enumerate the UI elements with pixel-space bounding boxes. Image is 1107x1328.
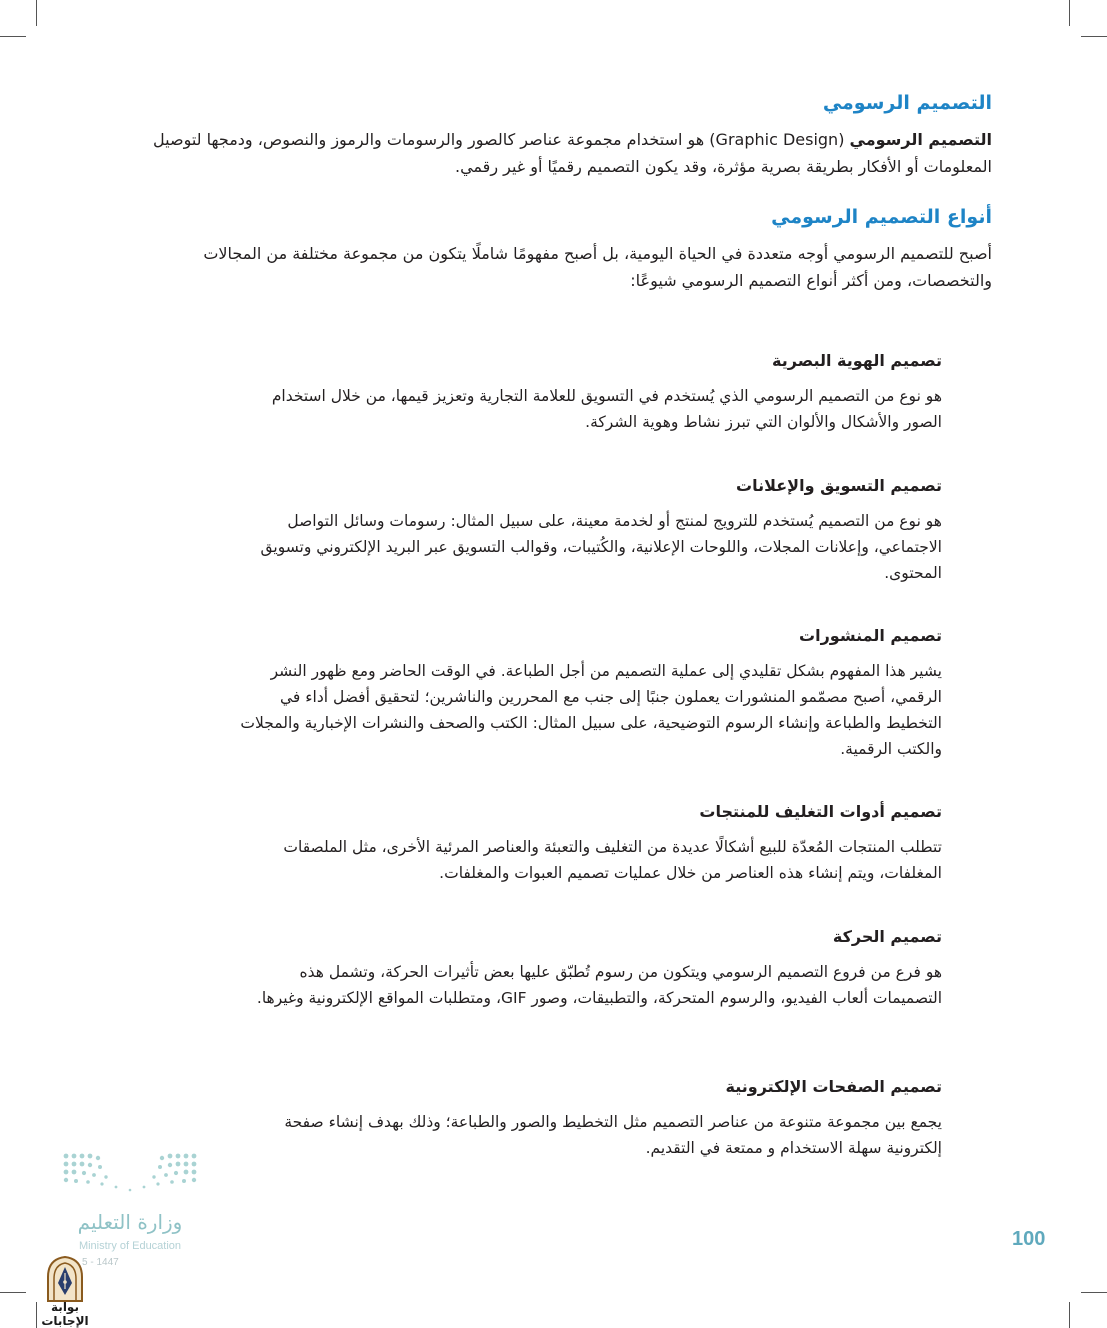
crop-mark — [1081, 36, 1107, 37]
section-title-motion: تصميم الحركة — [832, 927, 942, 946]
section-title-visual-identity: تصميم الهوية البصرية — [772, 351, 942, 370]
definition-text: (Graphic Design) هو استخدام مجموعة عناصر كالصور والرسومات والرموز والنصوص، ودمجها لتوصيل المعلومات أو الأفكار بطريقة بصرية مؤثرة، وقد يكون التصميم رقميًا أو غير رقمي. — [153, 130, 992, 176]
crop-mark — [1069, 0, 1070, 26]
ministry-logo-icon — [60, 1150, 200, 1196]
crop-mark — [0, 1292, 26, 1293]
watermark-text: بوابة الإجابات — [41, 1300, 89, 1328]
section-title-publications: تصميم المنشورات — [799, 626, 942, 645]
page-number: 100 — [1012, 1228, 1046, 1250]
crop-mark — [1081, 1292, 1107, 1293]
page-title: التصميم الرسومي — [822, 92, 992, 114]
section-body-packaging: تتطلب المنتجات المُعدّة للبيع أشكالًا عديدة من التغليف والتعبئة والعناصر المرئية الأخرى، مثل الملصقات المغلفات، ويتم إنشاء هذه العناصر من خلال عمليات تصميم العبوات والمغلفات. — [283, 838, 942, 882]
section-title-marketing: تصميم التسويق والإعلانات — [736, 476, 942, 495]
section-title-web: تصميم الصفحات الإلكترونية — [725, 1077, 942, 1096]
section-body-visual-identity: هو نوع من التصميم الرسومي الذي يُستخدم في التسويق للعلامة التجارية وتعزيز قيمها، من خلال استخدام الصور والأشكال والألوان التي تبرز نشاط وهوية الشركة. — [271, 387, 942, 431]
pen-nib-logo-icon — [42, 1255, 88, 1303]
section-body-publications: يشير هذا المفهوم بشكل تقليدي إلى عملية التصميم من أجل الطباعة. في الوقت الحاضر ومع ظهور النشر الرقمي، أصبح مصمّمو المنشورات يعملون جنبًا إلى جنب مع المحررين والناشرين؛ لتحقيق أفضل أداء في التخطيط والطباعة وإنشاء الرسوم التوضيحية، على سبيل المثال: الكتب والصحف والنشرات الإخبارية والمجلات والكتب الرقمية. — [240, 662, 942, 758]
definition-paragraph — [120, 126, 992, 180]
edition-year: 5 - 1447 — [82, 1257, 119, 1268]
definition-term: التصميم الرسومي — [849, 130, 992, 149]
crop-mark — [36, 0, 37, 26]
section-title-packaging: تصميم أدوات التغليف للمنتجات — [699, 802, 942, 821]
types-intro: أصبح للتصميم الرسومي أوجه متعددة في الحياة اليومية، بل أصبح مفهومًا شاملًا يتكون من مجموعة مختلفة من المجالات والتخصصات، ومن أكثر أنواع التصميم الرسومي شيوعًا: — [203, 244, 992, 290]
types-heading: أنواع التصميم الرسومي — [771, 206, 992, 228]
ministry-name-arabic: وزارة التعليم — [77, 1210, 183, 1234]
crop-mark — [0, 36, 26, 37]
ministry-name-english: Ministry of Education — [78, 1240, 182, 1252]
section-body-motion: هو فرع من فروع التصميم الرسومي ويتكون من رسوم تُطبّق عليها بعض تأثيرات الحركة، وتشمل هذه التصميمات ألعاب الفيديو، والرسوم المتحركة، والتطبيقات، وصور GIF، ومتطلبات المواقع الإلكترونية وغيرها. — [256, 963, 942, 1007]
section-body-web: يجمع بين مجموعة متنوعة من عناصر التصميم مثل التخطيط والصور والطباعة؛ وذلك بهدف إنشاء صفحة إلكترونية سهلة الاستخدام و ممتعة في التقديم. — [284, 1113, 942, 1157]
crop-mark — [1069, 1302, 1070, 1328]
section-body-marketing: هو نوع من التصميم يُستخدم للترويج لمنتج أو لخدمة معينة، على سبيل المثال: رسومات وسائل التواصل الاجتماعي، وإعلانات المجلات، واللوحات الإعلانية، والكُتيبات، وقوالب التسويق عبر البريد الإلكتروني وتسويق المحتوى. — [260, 512, 942, 582]
